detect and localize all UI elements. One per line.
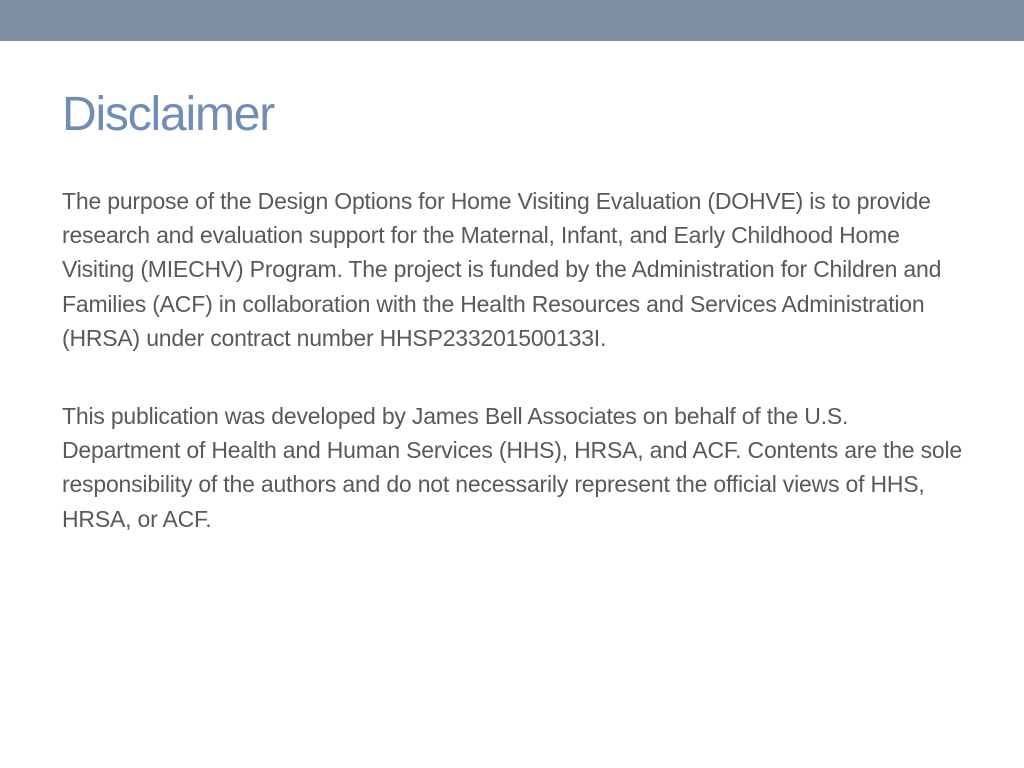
disclaimer-paragraph-funding: The purpose of the Design Options for Home Visiting Evaluation (DOHVE) is to provide research and evaluation support for the Maternal, Infant, and Early Childhood Home Visiting (MIECHV) Program. The project is funded by the Administration for Children and Families (ACF) in collaboration with the Health Resources and Services Administration (HRSA) under contract number HHSP233201500133I. bbox=[62, 188, 942, 351]
disclaimer-body bbox=[62, 184, 972, 536]
header-bar bbox=[0, 0, 1024, 41]
slide-title: Disclaimer bbox=[62, 88, 275, 141]
disclaimer-paragraph-authorship: This publication was developed by James Bell Associates on behalf of the U.S. Department of Health and Human Services (HHS), HRSA, and ACF. Contents are the sole responsibility of the authors and do not necessarily represent the official views of HHS, HRSA, or ACF. bbox=[62, 403, 962, 532]
